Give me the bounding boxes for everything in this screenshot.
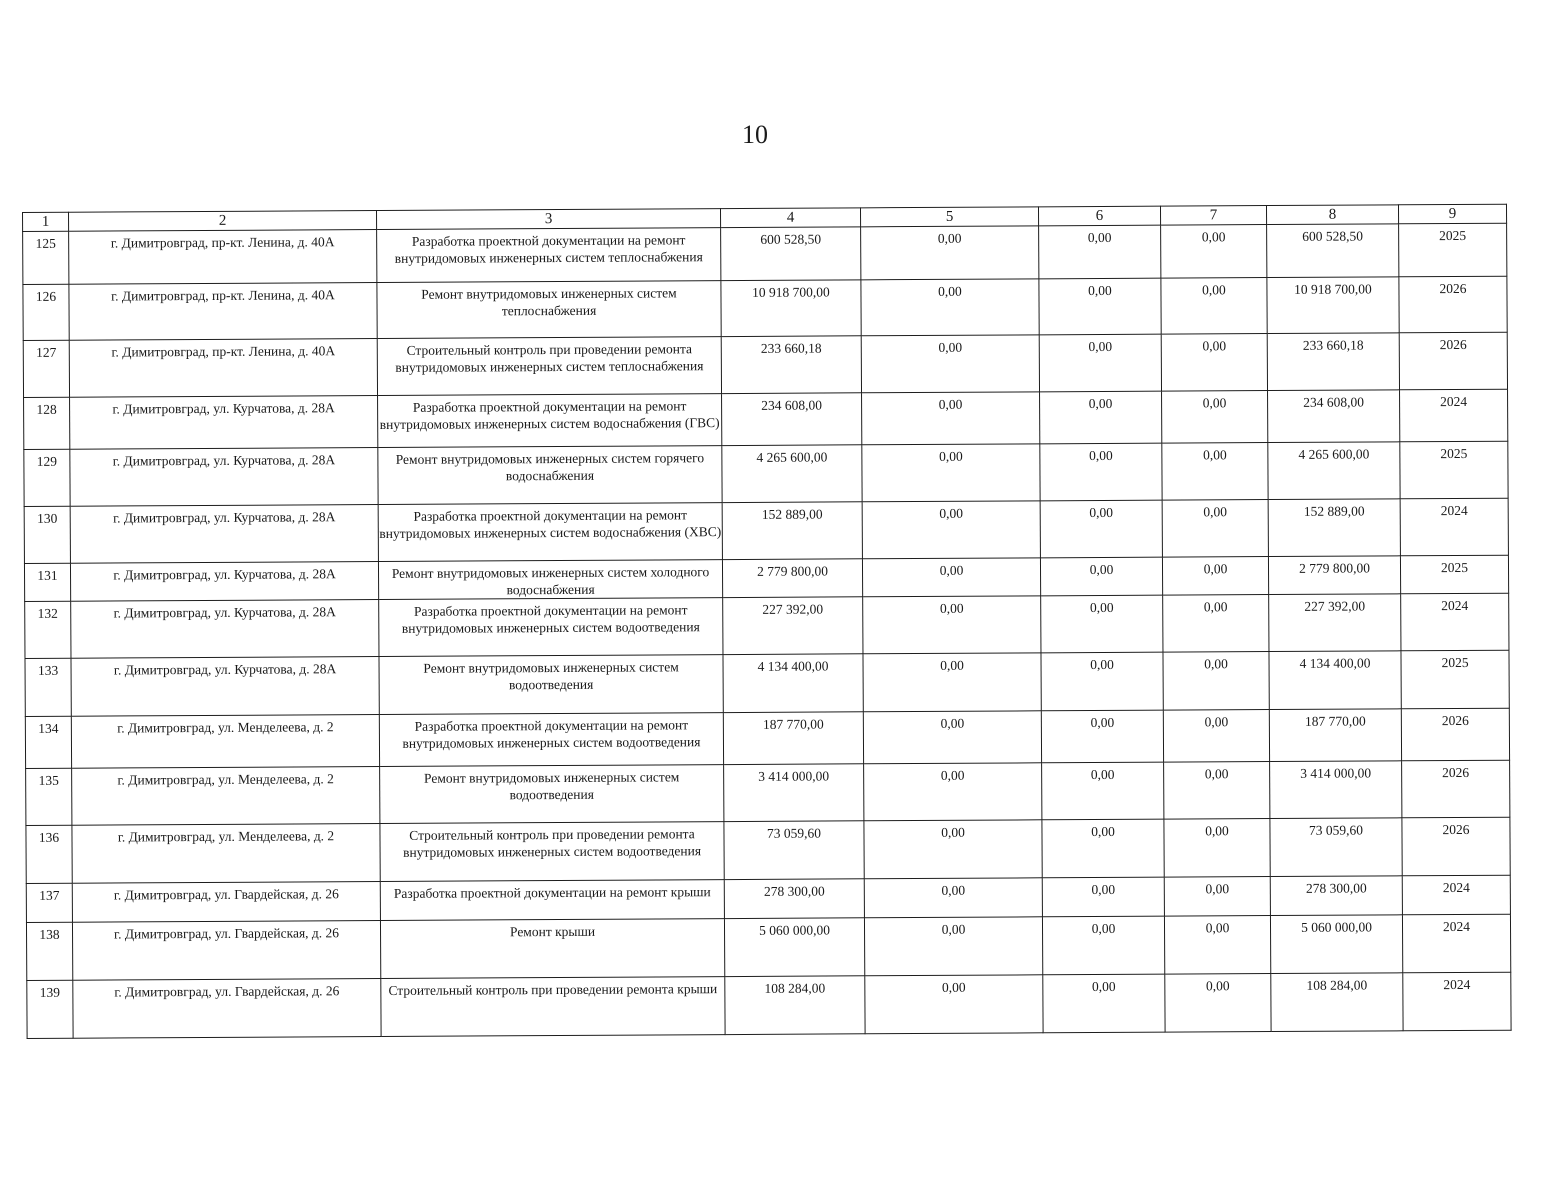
row-address: г. Димитровград, ул. Гвардейская, д. 26	[73, 979, 381, 1039]
row-cost-col4: 278 300,00	[724, 879, 864, 919]
row-value-col6: 0,00	[1040, 500, 1162, 558]
row-year: 2024	[1403, 972, 1511, 1031]
row-value-col6: 0,00	[1042, 819, 1164, 878]
row-value-col5: 0,00	[862, 558, 1040, 597]
col-header-6: 6	[1038, 206, 1160, 226]
row-value-col5: 0,00	[861, 226, 1039, 280]
table-row	[26, 817, 1510, 883]
col-header-4: 4	[720, 208, 860, 228]
row-year: 2025	[1399, 223, 1507, 277]
row-value-col6: 0,00	[1040, 391, 1162, 444]
row-value-col7: 0,00	[1161, 334, 1267, 392]
page-number: 10	[742, 120, 768, 149]
col-header-5: 5	[860, 207, 1038, 227]
row-value-col7: 0,00	[1165, 974, 1271, 1033]
row-cost-col8: 233 660,18	[1267, 333, 1399, 391]
row-year: 2026	[1401, 708, 1509, 761]
row-work-type: Строительный контроль при проведении ремонта крыши	[381, 977, 725, 1037]
row-value-col5: 0,00	[863, 711, 1041, 764]
row-cost-col4: 233 660,18	[721, 336, 861, 394]
row-number: 137	[26, 883, 72, 922]
row-value-col5: 0,00	[861, 335, 1039, 393]
row-cost-col8: 4 265 600,00	[1268, 442, 1400, 500]
row-cost-col4: 4 265 600,00	[722, 445, 862, 503]
row-address: г. Димитровград, пр-кт. Ленина, д. 40А	[69, 339, 377, 398]
row-address: г. Димитровград, ул. Менделеева, д. 2	[71, 715, 379, 769]
col-header-1: 1	[23, 212, 69, 231]
row-year: 2024	[1400, 498, 1508, 556]
row-value-col6: 0,00	[1041, 595, 1163, 653]
row-number: 136	[26, 825, 72, 883]
row-value-col6: 0,00	[1039, 225, 1161, 279]
col-header-7: 7	[1160, 206, 1266, 226]
row-address: г. Димитровград, ул. Курчатова, д. 28А	[70, 562, 378, 602]
row-address: г. Димитровград, ул. Курчатова, д. 28А	[71, 600, 379, 659]
row-number: 126	[23, 284, 69, 340]
table-row	[24, 389, 1508, 449]
row-address: г. Димитровград, ул. Курчатова, д. 28А	[71, 657, 379, 717]
row-value-col7: 0,00	[1163, 595, 1269, 653]
row-work-type: Строительный контроль при проведении ремонта внутридомовых инженерных систем теплоснабжения	[377, 337, 721, 396]
row-number: 134	[25, 716, 71, 768]
row-value-col5: 0,00	[862, 392, 1040, 445]
row-cost-col8: 73 059,60	[1270, 818, 1402, 877]
row-value-col6: 0,00	[1040, 443, 1162, 501]
row-value-col7: 0,00	[1161, 278, 1267, 335]
row-number: 135	[26, 768, 72, 825]
row-value-col7: 0,00	[1164, 877, 1270, 917]
row-value-col6: 0,00	[1039, 278, 1161, 335]
row-work-type: Ремонт крыши	[380, 919, 724, 979]
row-value-col5: 0,00	[864, 820, 1042, 879]
row-year: 2024	[1402, 875, 1510, 915]
row-value-col7: 0,00	[1164, 762, 1270, 820]
row-year: 2025	[1400, 555, 1508, 594]
row-work-type: Ремонт внутридомовых инженерных систем холодного водоснабжения	[378, 560, 722, 600]
table-row	[25, 650, 1509, 716]
row-value-col5: 0,00	[862, 501, 1040, 559]
row-address: г. Димитровград, ул. Гвардейская, д. 26	[72, 921, 380, 981]
row-cost-col8: 2 779 800,00	[1268, 556, 1400, 595]
row-number: 133	[25, 658, 71, 716]
row-work-type: Разработка проектной документации на ремонт внутридомовых инженерных систем теплоснабжения	[377, 228, 721, 283]
row-cost-col4: 108 284,00	[725, 976, 865, 1035]
row-cost-col4: 5 060 000,00	[724, 918, 864, 977]
row-cost-col4: 3 414 000,00	[724, 764, 864, 822]
row-cost-col4: 2 779 800,00	[722, 559, 862, 598]
row-cost-col8: 5 060 000,00	[1270, 915, 1402, 974]
row-cost-col4: 10 918 700,00	[721, 280, 861, 337]
row-value-col7: 0,00	[1164, 819, 1270, 878]
row-cost-col8: 108 284,00	[1271, 973, 1403, 1032]
col-header-3: 3	[376, 209, 720, 230]
row-year: 2026	[1399, 332, 1507, 390]
row-value-col7: 0,00	[1163, 652, 1269, 711]
row-work-type: Разработка проектной документации на ремонт внутридомовых инженерных систем водоснабжения (ХВС)	[378, 503, 722, 562]
row-work-type: Разработка проектной документации на ремонт внутридомовых инженерных систем водоотведения	[379, 598, 723, 657]
row-address: г. Димитровград, ул. Курчатова, д. 28А	[70, 396, 378, 450]
row-work-type: Разработка проектной документации на ремонт крыши	[380, 880, 724, 921]
row-cost-col8: 227 392,00	[1269, 594, 1401, 652]
row-cost-col8: 600 528,50	[1267, 224, 1399, 278]
row-year: 2026	[1399, 276, 1507, 333]
row-address: г. Димитровград, пр-кт. Ленина, д. 40А	[69, 230, 377, 285]
row-cost-col4: 234 608,00	[722, 393, 862, 446]
row-value-col7: 0,00	[1164, 916, 1270, 975]
row-work-type: Ремонт внутридомовых инженерных систем теплоснабжения	[377, 281, 721, 339]
row-cost-col8: 234 608,00	[1268, 390, 1400, 443]
row-value-col6: 0,00	[1042, 916, 1164, 975]
row-value-col6: 0,00	[1041, 710, 1163, 763]
row-value-col5: 0,00	[863, 596, 1041, 654]
row-cost-col4: 187 770,00	[723, 712, 863, 765]
row-cost-col8: 152 889,00	[1268, 499, 1400, 557]
row-value-col5: 0,00	[863, 653, 1041, 712]
row-value-col7: 0,00	[1162, 443, 1268, 501]
table-row	[25, 708, 1509, 768]
row-work-type: Разработка проектной документации на ремонт внутридомовых инженерных систем водоснабжения (ГВС)	[378, 394, 722, 448]
row-value-col6: 0,00	[1041, 652, 1163, 711]
row-number: 127	[23, 340, 69, 397]
col-header-8: 8	[1266, 205, 1398, 225]
row-number: 139	[27, 980, 73, 1038]
row-year: 2024	[1400, 389, 1508, 442]
row-year: 2025	[1401, 650, 1509, 709]
row-number: 130	[24, 506, 70, 563]
row-address: г. Димитровград, ул. Менделеева, д. 2	[72, 824, 380, 884]
row-cost-col8: 278 300,00	[1270, 876, 1402, 916]
table-row	[24, 498, 1508, 563]
row-cost-col8: 10 918 700,00	[1267, 277, 1399, 334]
row-cost-col4: 227 392,00	[723, 597, 863, 655]
row-value-col6: 0,00	[1040, 557, 1162, 596]
row-work-type: Ремонт внутридомовых инженерных систем водоотведения	[380, 765, 724, 824]
row-year: 2026	[1402, 760, 1510, 818]
repair-program-table	[22, 204, 1512, 1039]
row-work-type: Ремонт внутридомовых инженерных систем водоотведения	[379, 655, 723, 715]
row-value-col5: 0,00	[862, 444, 1040, 502]
row-value-col6: 0,00	[1043, 974, 1165, 1033]
row-value-col7: 0,00	[1162, 391, 1268, 444]
table-row	[23, 276, 1507, 340]
row-cost-col8: 3 414 000,00	[1270, 761, 1402, 819]
col-header-2: 2	[69, 211, 377, 232]
col-header-9: 9	[1398, 204, 1506, 224]
table-row	[26, 760, 1510, 825]
row-number: 128	[24, 397, 70, 449]
row-address: г. Димитровград, ул. Курчатова, д. 28А	[70, 448, 378, 507]
row-cost-col4: 73 059,60	[724, 821, 864, 880]
row-work-type: Строительный контроль при проведении ремонта внутридомовых инженерных систем водоотведения	[380, 822, 724, 882]
row-value-col7: 0,00	[1162, 500, 1268, 558]
row-year: 2024	[1401, 593, 1509, 651]
table-row	[23, 332, 1507, 397]
table-row	[23, 223, 1507, 284]
table-row	[26, 914, 1510, 980]
row-value-col7: 0,00	[1161, 225, 1267, 279]
row-value-col5: 0,00	[864, 917, 1042, 976]
row-cost-col4: 152 889,00	[722, 502, 862, 560]
row-work-type: Ремонт внутридомовых инженерных систем горячего водоснабжения	[378, 446, 722, 505]
row-value-col5: 0,00	[864, 878, 1042, 918]
row-cost-col8: 187 770,00	[1269, 709, 1401, 762]
row-number: 131	[24, 563, 70, 601]
table-row	[27, 972, 1511, 1038]
row-value-col7: 0,00	[1162, 557, 1268, 596]
row-address: г. Димитровград, пр-кт. Ленина, д. 40А	[69, 283, 377, 341]
row-value-col6: 0,00	[1042, 762, 1164, 820]
row-number: 129	[24, 449, 70, 506]
table-row	[25, 593, 1509, 658]
row-value-col5: 0,00	[865, 975, 1043, 1034]
row-number: 138	[26, 922, 72, 980]
row-cost-col4: 4 134 400,00	[723, 654, 863, 713]
table-row	[24, 441, 1508, 506]
row-year: 2026	[1402, 817, 1510, 876]
row-value-col7: 0,00	[1163, 710, 1269, 763]
row-value-col5: 0,00	[864, 763, 1042, 821]
row-value-col6: 0,00	[1042, 877, 1164, 917]
row-work-type: Разработка проектной документации на ремонт внутридомовых инженерных систем водоотведения	[379, 713, 723, 767]
row-address: г. Димитровград, ул. Гвардейская, д. 26	[72, 882, 380, 923]
row-address: г. Димитровград, ул. Менделеева, д. 2	[72, 767, 380, 826]
row-year: 2025	[1400, 441, 1508, 499]
row-cost-col4: 600 528,50	[721, 227, 861, 281]
row-year: 2024	[1402, 914, 1510, 973]
row-number: 132	[25, 601, 71, 658]
row-value-col6: 0,00	[1039, 334, 1161, 392]
row-value-col5: 0,00	[861, 279, 1039, 336]
row-address: г. Димитровград, ул. Курчатова, д. 28А	[70, 505, 378, 564]
row-cost-col8: 4 134 400,00	[1269, 651, 1401, 710]
row-number: 125	[23, 231, 69, 284]
